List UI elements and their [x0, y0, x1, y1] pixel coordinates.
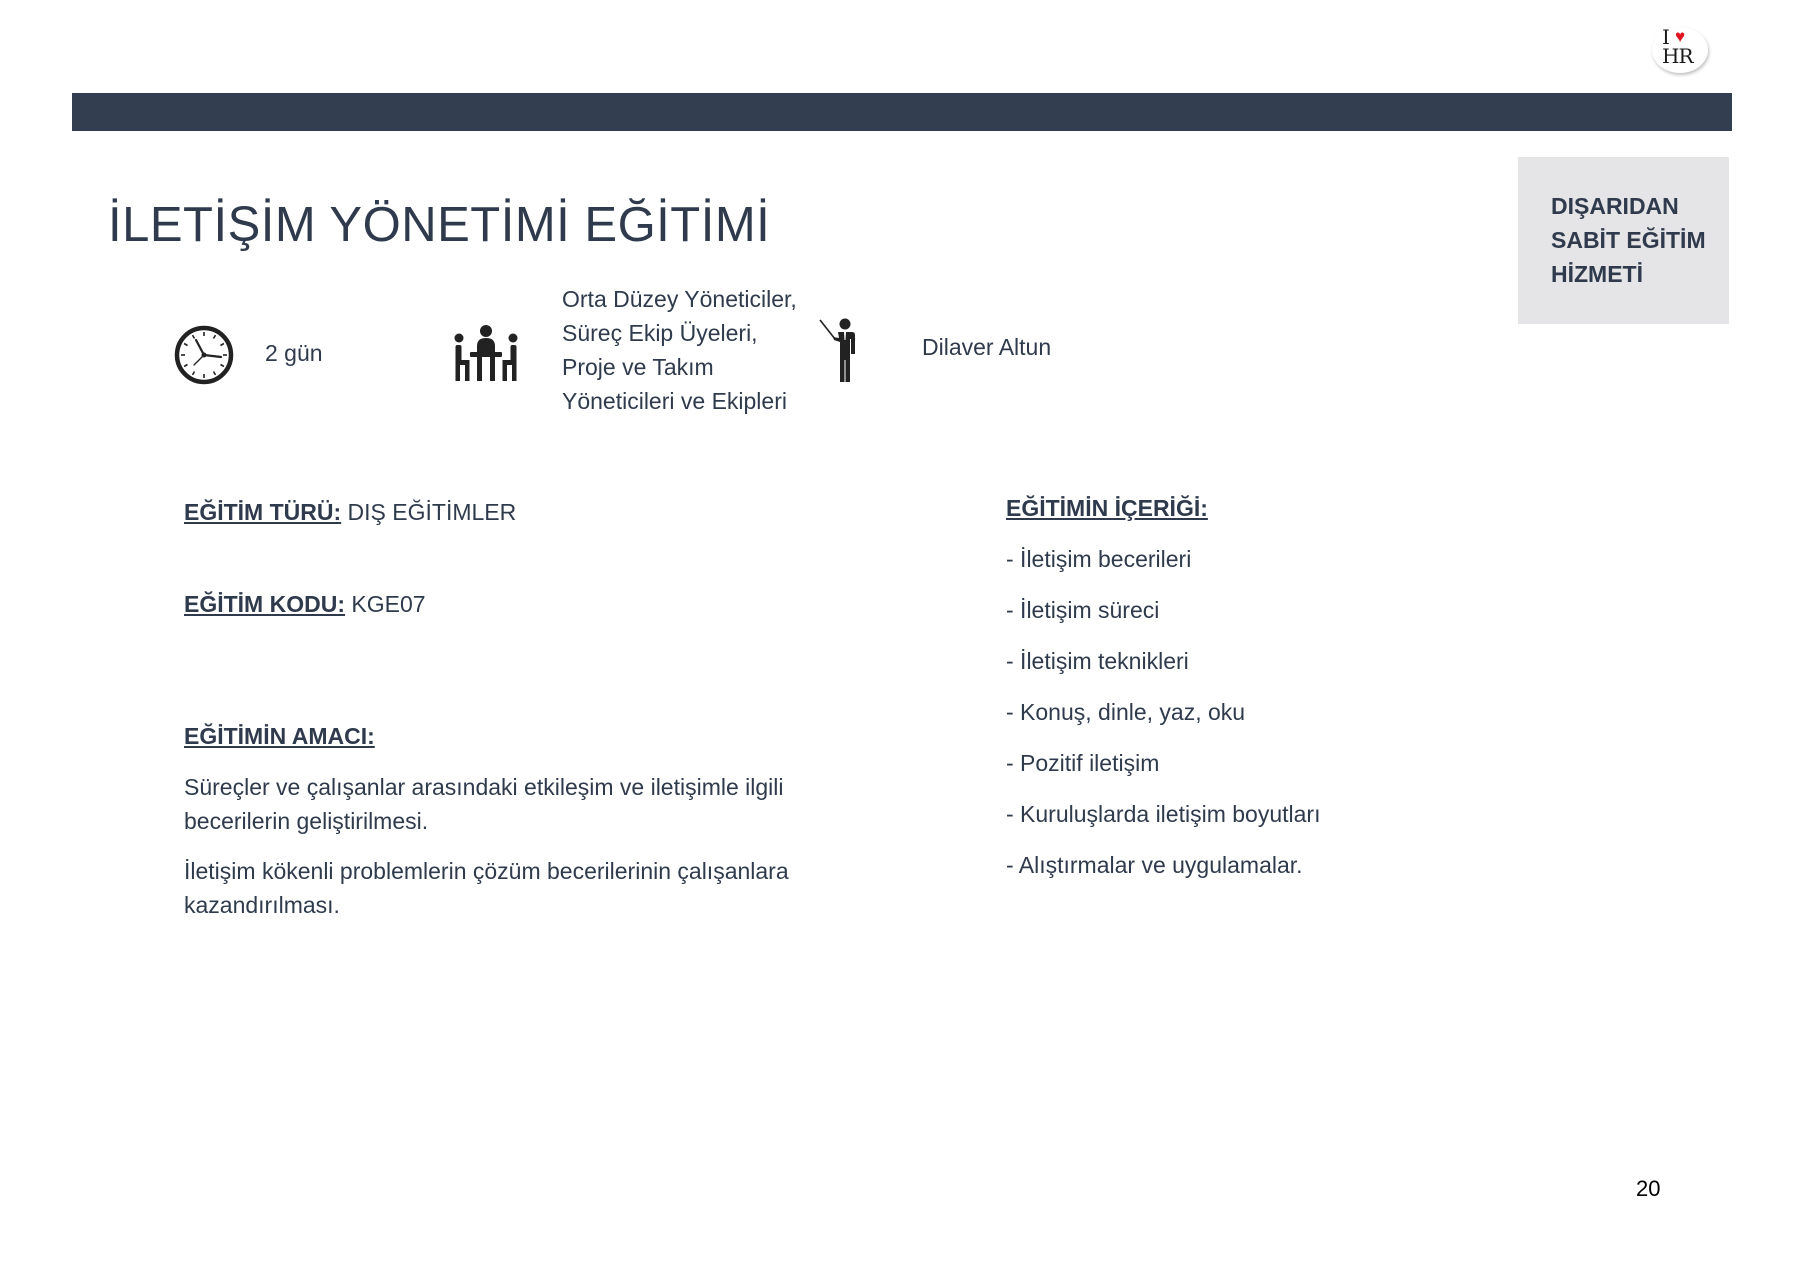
content-item: - Kuruluşlarda iletişim boyutları: [1006, 801, 1321, 827]
page-title: İLETİŞİM YÖNETİMİ EĞİTİMİ: [108, 198, 771, 252]
content-item: - İletişim becerileri: [1006, 546, 1192, 572]
aim-paragraph: Süreçler ve çalışanlar arasındaki etkileşim ve iletişimle ilgili becerilerin geliştirilmesi.: [184, 774, 784, 834]
service-badge-line: HİZMETİ: [1551, 261, 1643, 287]
clock-icon: [174, 325, 234, 385]
training-type-label: EĞİTİM TÜRÜ:: [184, 499, 342, 525]
duration-text: 2 gün: [265, 340, 323, 366]
training-code: [184, 587, 426, 621]
content-heading: EĞİTİMİN İÇERİĞİ:: [1006, 495, 1208, 521]
training-type-value: DIŞ EĞİTİMLER: [347, 499, 517, 525]
logo-letters-hr: HR: [1662, 44, 1693, 68]
aim-heading: EĞİTİMİN AMACI:: [184, 723, 375, 749]
page-number: 20: [1636, 1176, 1661, 1201]
training-code-label: EĞİTİM KODU:: [184, 591, 345, 617]
training-code-value: KGE07: [351, 591, 426, 617]
header-bar: [72, 93, 1732, 131]
content-item: - Alıştırmalar ve uygulamalar.: [1006, 852, 1303, 878]
service-badge: [1518, 157, 1729, 324]
aim-paragraphs: [184, 770, 864, 938]
service-badge-line: DIŞARIDAN: [1551, 193, 1679, 219]
logo-letter-i: I: [1662, 25, 1670, 49]
meeting-icon: [454, 324, 518, 388]
content-item: - Pozitif iletişim: [1006, 750, 1160, 776]
heart-icon: ♥: [1675, 27, 1686, 46]
content-item: - İletişim teknikleri: [1006, 648, 1189, 674]
aim-paragraph: İletişim kökenli problemlerin çözüm becerilerinin çalışanlara kazandırılması.: [184, 858, 789, 918]
content-item: - Konuş, dinle, yaz, oku: [1006, 699, 1246, 725]
training-type: [184, 495, 516, 529]
i-love-hr-logo: [1652, 27, 1708, 73]
content-list: [1006, 542, 1320, 899]
content-item: - İletişim süreci: [1006, 597, 1160, 623]
presenter-icon: [818, 318, 862, 384]
audience-text: Orta Düzey Yöneticiler, Süreç Ekip Üyeleri, Proje ve Takım Yöneticileri ve Ekipleri: [562, 286, 797, 414]
service-badge-line: SABİT EĞİTİM: [1551, 227, 1706, 253]
trainer-name: Dilaver Altun: [922, 334, 1052, 360]
